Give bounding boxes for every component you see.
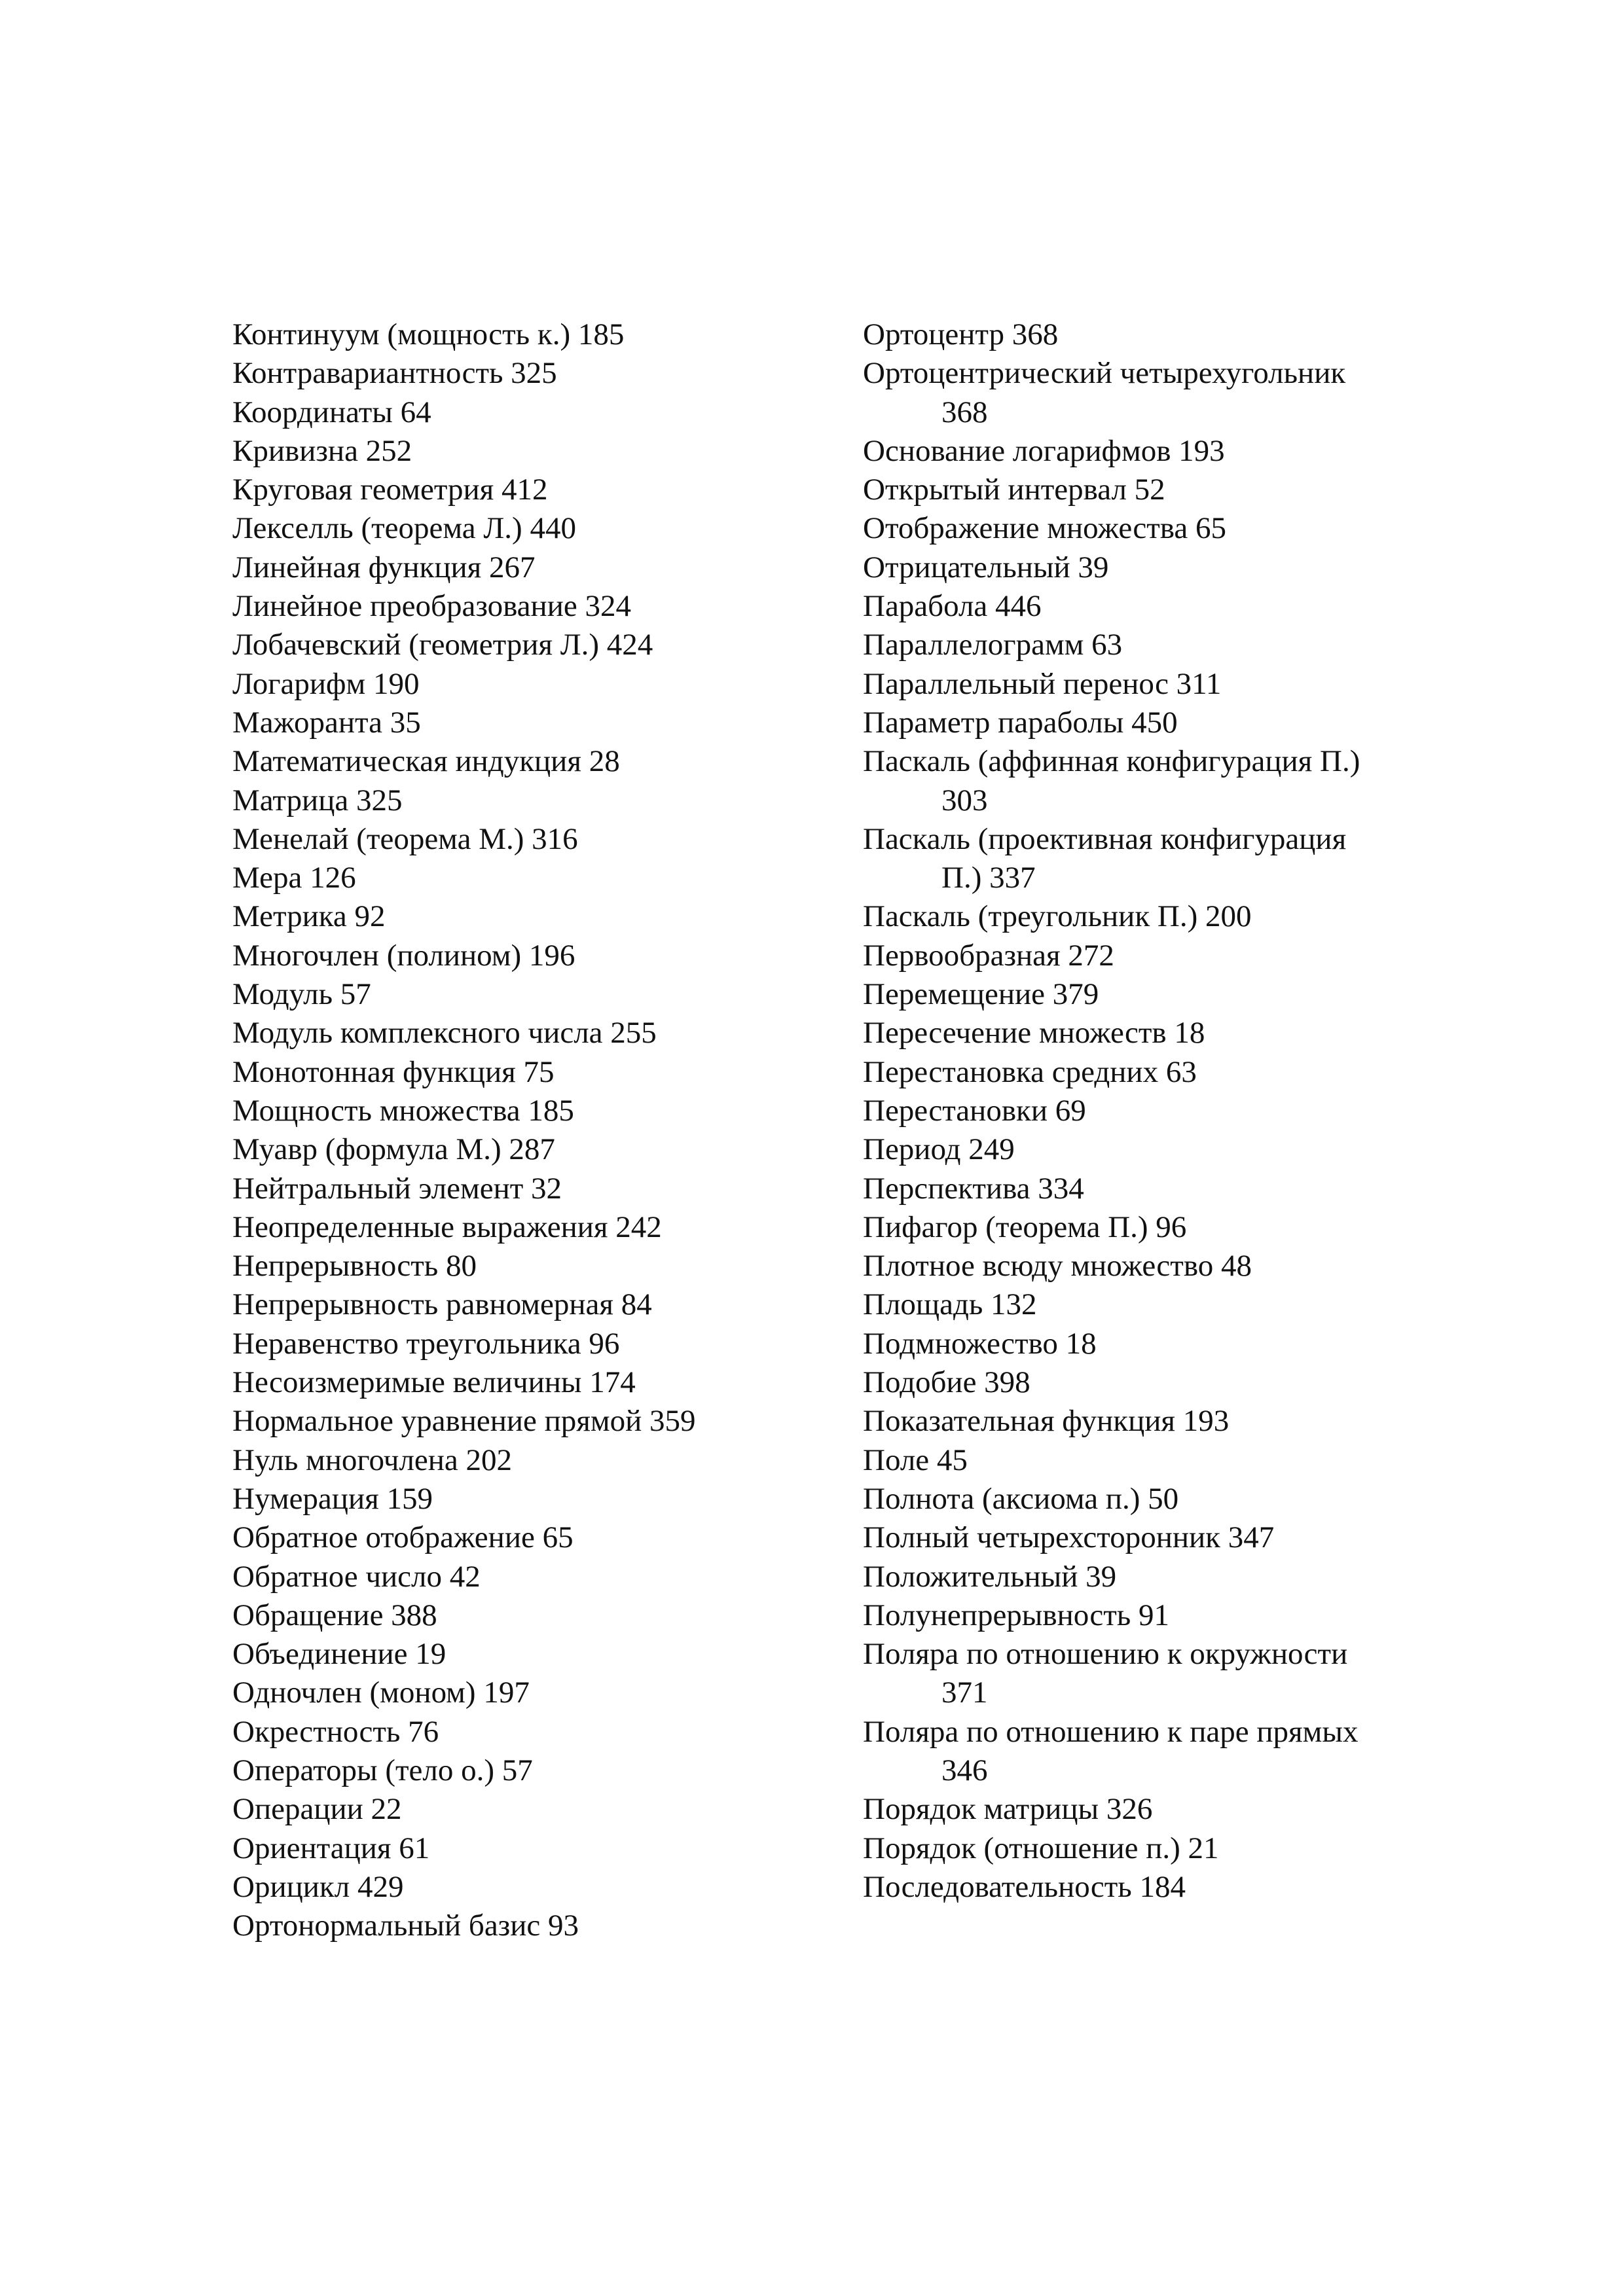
index-entry [863,820,1452,898]
index-entry [863,1868,1452,1907]
index-entry-text: Положительный 39 [863,1559,1117,1594]
index-entry-text: Непрерывность 80 [232,1249,477,1283]
index-entry [232,1713,822,1751]
index-entry [232,1441,822,1480]
index-entry [232,1053,822,1092]
index-entry-text: Подмножество 18 [863,1326,1097,1361]
index-entry [232,1558,822,1596]
index-entry [232,1635,822,1674]
index-entry [232,937,822,975]
index-entry [863,1247,1452,1285]
index-entry [232,354,822,393]
index-entry-text: Модуль 57 [232,977,371,1012]
index-entry-text: Поляра по отношению к окружности [863,1637,1348,1672]
index-entry [863,1402,1452,1441]
index-entry [863,626,1452,664]
index-entry-text: Неравенство треугольника 96 [232,1326,620,1361]
index-entry [232,1247,822,1285]
index-entry-text: Пифагор (теорема П.) 96 [863,1210,1187,1244]
index-entry [232,432,822,471]
index-entry-text: Модуль комплексного числа 255 [232,1016,657,1050]
index-entry-text: Перестановка средних 63 [863,1054,1197,1089]
index-entry [232,742,822,781]
index-entry [863,1480,1452,1518]
index-entry-text: Площадь 132 [863,1287,1037,1322]
index-entry [863,1829,1452,1868]
index-entry [863,1325,1452,1363]
index-entry-text: Одночлен (моном) 197 [232,1676,530,1710]
index-entry [863,975,1452,1014]
index-entry-text: Отрицательный 39 [863,550,1109,584]
index-entry [863,1790,1452,1829]
index-entry-text: Непрерывность равномерная 84 [232,1287,652,1322]
index-entry [863,1092,1452,1130]
index-entry [232,820,822,859]
index-entry [863,1130,1452,1169]
index-entry [863,1014,1452,1052]
index-entry [863,937,1452,975]
index-entry-text: Лобачевский (геометрия Л.) 424 [232,628,653,662]
index-entry [863,1518,1452,1557]
index-entry [863,1053,1452,1092]
index-entry [863,1596,1452,1635]
index-entry-text: Основание логарифмов 193 [863,433,1225,468]
index-entry [232,1480,822,1518]
index-entry [863,315,1452,354]
index-entry-text: Обращение 388 [232,1598,437,1632]
index-entry-text: Нейтральный элемент 32 [232,1171,562,1206]
index-entry-text: Параметр параболы 450 [863,705,1178,740]
index-entry [232,1829,822,1868]
index-entry-text: Неопределенные выражения 242 [232,1210,662,1244]
index-entry-text: Паскаль (проективная конфигурация [863,821,1347,856]
index-entry [232,548,822,587]
index-entry [232,393,822,432]
index-entry-text: Период 249 [863,1132,1015,1167]
index-entry-continuation: 371 [941,1676,988,1710]
index-entry [863,897,1452,936]
index-entry [863,1558,1452,1596]
index-entry [232,665,822,704]
index-entry [232,897,822,936]
index-entry [232,1790,822,1829]
index-entry-text: Последовательность 184 [863,1869,1186,1904]
index-entry-text: Отображение множества 65 [863,511,1226,546]
index-entry [863,548,1452,587]
index-entry [863,509,1452,548]
index-entry-text: Показательная функция 193 [863,1404,1230,1439]
index-entry-text: Монотонная функция 75 [232,1054,555,1089]
index-entry-text: Первообразная 272 [863,938,1114,973]
index-entry [863,665,1452,704]
index-entry [232,1130,822,1169]
index-entry [863,1713,1452,1791]
index-entry-text: Нормальное уравнение прямой 359 [232,1404,696,1439]
index-entry-text: Паскаль (треугольник П.) 200 [863,899,1252,934]
index-entry [232,1092,822,1130]
index-entry-text: Кривизна 252 [232,433,412,468]
index-entry-text: Объединение 19 [232,1637,447,1672]
index-entry [232,1596,822,1635]
index-entry-text: Перемещение 379 [863,977,1099,1012]
index-entry [232,471,822,509]
index-entry [863,354,1452,432]
index-entry [232,1751,822,1790]
index-entry-text: Операции 22 [232,1792,402,1827]
index-entry [232,1285,822,1324]
index-entry-text: Мера 126 [232,861,356,895]
index-entry [232,975,822,1014]
index-entry-text: Несоизмеримые величины 174 [232,1365,636,1400]
index-entry-text: Порядок (отношение п.) 21 [863,1831,1219,1865]
index-entry-text: Муавр (формула М.) 287 [232,1132,555,1167]
index-column-right [863,315,1452,1907]
index-entry [232,626,822,664]
index-entry-text: Линейное преобразование 324 [232,589,631,624]
index-entry-text: Плотное всюду множество 48 [863,1249,1252,1283]
index-entry-text: Паскаль (аффинная конфигурация П.) [863,744,1360,779]
index-entry-text: Ориентация 61 [232,1831,430,1865]
index-entry-text: Логарифм 190 [232,666,420,701]
index-entry-text: Полный четырехсторонник 347 [863,1520,1275,1555]
index-entry [232,1170,822,1208]
index-entry [232,509,822,548]
index-entry-text: Мажоранта 35 [232,705,421,740]
index-entry-text: Обратное число 42 [232,1559,481,1594]
index-entry [232,1674,822,1712]
index-entry [232,1363,822,1402]
index-entry-text: Полунепрерывность 91 [863,1598,1169,1632]
index-entry [863,471,1452,509]
index-entry [863,1170,1452,1208]
index-entry [863,742,1452,820]
index-entry-text: Параллелограмм 63 [863,628,1123,662]
index-entry [863,587,1452,626]
index-entry-text: Линейная функция 267 [232,550,536,584]
index-entry [863,1208,1452,1247]
index-entry-text: Операторы (тело о.) 57 [232,1753,533,1787]
index-entry-text: Контравариантность 325 [232,356,557,391]
index-entry-text: Орицикл 429 [232,1869,404,1904]
index-entry [863,1285,1452,1324]
index-entry-continuation: 303 [941,783,988,817]
index-entry-text: Ортоцентр 368 [863,317,1059,351]
index-entry [232,315,822,354]
index-entry-text: Перспектива 334 [863,1171,1084,1206]
index-entry-text: Поляра по отношению к паре прямых [863,1714,1359,1749]
index-entry-text: Парабола 446 [863,589,1042,624]
index-entry-text: Математическая индукция 28 [232,744,620,779]
index-entry-text: Мощность множества 185 [232,1093,574,1128]
index-entry-text: Подобие 398 [863,1365,1030,1400]
index-entry-text: Обратное отображение 65 [232,1520,574,1555]
index-entry-text: Многочлен (полином) 196 [232,938,575,973]
index-entry-text: Метрика 92 [232,899,386,934]
index-entry [232,859,822,897]
index-entry-continuation: П.) 337 [941,861,1036,895]
index-entry [863,1363,1452,1402]
index-entry-text: Континуум (мощность к.) 185 [232,317,625,351]
index-entry [232,1014,822,1052]
index-entry-text: Открытый интервал 52 [863,473,1165,507]
index-entry [232,704,822,742]
index-entry-text: Поле 45 [863,1443,968,1477]
index-entry [232,1402,822,1441]
index-entry-text: Параллельный перенос 311 [863,666,1222,701]
index-entry-continuation: 346 [941,1753,988,1787]
index-entry-text: Ортонормальный базис 93 [232,1909,579,1943]
index-column-left [232,315,822,1945]
index-entry-text: Ортоцентрический четырехугольник [863,356,1346,391]
index-entry-text: Лекселль (теорема Л.) 440 [232,511,576,546]
index-entry-text: Перестановки 69 [863,1093,1086,1128]
index-entry [232,1208,822,1247]
index-entry-text: Пересечение множеств 18 [863,1016,1205,1050]
index-entry [232,781,822,820]
index-entry [232,1518,822,1557]
index-entry [863,432,1452,471]
index-entry-text: Окрестность 76 [232,1714,439,1749]
index-entry-text: Нумерация 159 [232,1481,433,1516]
index-entry-text: Порядок матрицы 326 [863,1792,1153,1827]
index-entry [863,1635,1452,1713]
index-entry-text: Координаты 64 [232,395,431,429]
index-entry-text: Менелай (теорема М.) 316 [232,821,578,856]
index-entry-text: Круговая геометрия 412 [232,473,548,507]
index-entry [863,1441,1452,1480]
index-entry [232,587,822,626]
index-entry [232,1325,822,1363]
index-entry-continuation: 368 [941,395,988,429]
index-entry [232,1907,822,1945]
index-entry-text: Нуль многочлена 202 [232,1443,513,1477]
index-entry-text: Матрица 325 [232,783,403,817]
index-entry [863,704,1452,742]
index-entry [232,1868,822,1907]
index-entry-text: Полнота (аксиома п.) 50 [863,1481,1179,1516]
